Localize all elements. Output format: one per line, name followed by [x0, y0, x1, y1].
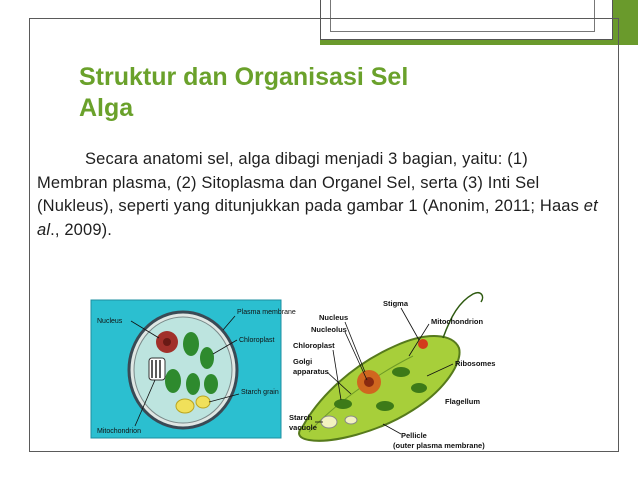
body-text-end: ., 2009).: [50, 220, 113, 239]
label-pellicle-2: (outer plasma membrane): [393, 441, 485, 450]
label-golgi: Golgi: [293, 357, 313, 366]
algae-cell-figure: [83, 286, 520, 464]
label-mitochondrion-euglena: Mitochondrion: [431, 317, 484, 326]
chloroplast-shape: [204, 374, 218, 394]
slide-title: [79, 62, 519, 124]
chloroplast-shape: [200, 347, 214, 369]
label-nucleolus: Nucleolus: [311, 325, 347, 334]
chloroplast-shape: [165, 369, 181, 393]
algal-cell-diagram: [91, 300, 296, 438]
label-pellicle: Pellicle: [401, 431, 427, 440]
body-text-main: Secara anatomi sel, alga dibagi menjadi 3 bagian, yaitu: (1) Membran plasma, (2) Sitoplasma dan Organel Sel, serta (3) Inti Sel (Nukleus), seperti yang ditunjukkan pada gambar 1 (Anonim, 2011; Haas: [37, 150, 584, 215]
label-nucleus: Nucleus: [97, 318, 123, 325]
body-paragraph: [37, 148, 602, 242]
label-starch-grain: Starch grain: [241, 389, 279, 396]
label-golgi-2: apparatus: [293, 367, 329, 376]
label-starch: Starch: [289, 413, 313, 422]
label-stigma: Stigma: [383, 299, 409, 308]
label-nucleus-euglena: Nucleus: [319, 313, 349, 322]
label-flagellum: Flagellum: [445, 397, 481, 406]
stigma-shape: [418, 339, 428, 349]
starch-grain-shape: [196, 396, 210, 408]
euglena-diagram: [289, 293, 495, 450]
label-plasma-membrane: Plasma membrane: [237, 309, 296, 316]
flagellum-shape: [443, 293, 483, 338]
starch-vacuole-shape: [321, 416, 337, 428]
starch-grain-shape: [176, 399, 194, 413]
label-ribosomes: Ribosomes: [455, 359, 496, 368]
body-text-italic: et al: [37, 197, 598, 239]
chloroplast-shape: [186, 373, 200, 395]
chloroplast-shape: [183, 332, 199, 356]
title-line-2: Alga: [79, 94, 134, 122]
title-line-1: Struktur dan Organisasi Sel: [79, 63, 409, 91]
label-vacuole: vacuole: [289, 423, 317, 432]
label-chloroplast-euglena: Chloroplast: [293, 341, 335, 350]
label-chloroplast: Chloroplast: [239, 337, 275, 344]
mitochondrion-shape: [149, 358, 165, 380]
label-mitochondrion: Mitochondrion: [97, 428, 141, 435]
